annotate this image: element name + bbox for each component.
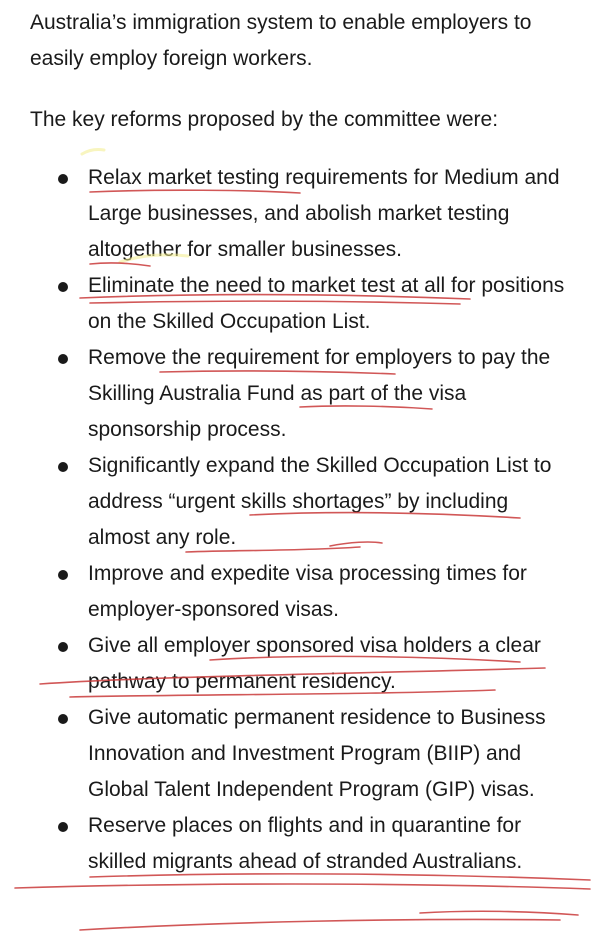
list-item bbox=[0, 160, 568, 268]
list-item bbox=[0, 808, 568, 880]
list-item-text: Eliminate the need to market test at all for positions on the Skilled Occupation List. bbox=[88, 274, 565, 333]
bullet-icon bbox=[58, 714, 68, 724]
list-item-text: Relax market testing requirements for Medium and Large businesses, and abolish market testing altogether for smaller businesses. bbox=[88, 166, 560, 261]
underline-mark bbox=[420, 911, 578, 915]
list-item bbox=[0, 628, 568, 700]
reforms-list bbox=[0, 160, 600, 880]
bullet-icon bbox=[58, 642, 68, 652]
bullet-icon bbox=[58, 354, 68, 364]
bullet-icon bbox=[58, 822, 68, 832]
bullet-icon bbox=[58, 570, 68, 580]
list-item bbox=[0, 448, 568, 556]
highlight-mark bbox=[82, 150, 104, 155]
underline-mark bbox=[80, 919, 560, 930]
list-item-text: Significantly expand the Skilled Occupation List to address “urgent skills shortages” by including almost any role. bbox=[88, 454, 552, 549]
bullet-icon bbox=[58, 282, 68, 292]
intro-paragraph: Australia’s immigration system to enable employers to easily employ foreign workers. bbox=[30, 11, 532, 70]
bullet-icon bbox=[58, 174, 68, 184]
list-item bbox=[0, 556, 568, 628]
list-item-text: Give automatic permanent residence to Business Innovation and Investment Program (BIIP) and Global Talent Independent Program (GIP) visas. bbox=[88, 706, 546, 801]
bullet-icon bbox=[58, 462, 68, 472]
list-item bbox=[0, 340, 568, 448]
list-item-text: Give all employer sponsored visa holders a clear pathway to permanent residency. bbox=[88, 634, 541, 693]
list-item bbox=[0, 700, 568, 808]
underline-mark bbox=[15, 884, 590, 889]
lead-paragraph: The key reforms proposed by the committee were: bbox=[30, 108, 499, 131]
list-item-text: Improve and expedite visa processing times for employer-sponsored visas. bbox=[88, 562, 527, 621]
list-item-text: Reserve places on flights and in quarantine for skilled migrants ahead of stranded Australians. bbox=[88, 814, 523, 873]
list-item bbox=[0, 268, 568, 340]
list-item-text: Remove the requirement for employers to pay the Skilling Australia Fund as part of the visa sponsorship process. bbox=[88, 346, 551, 441]
